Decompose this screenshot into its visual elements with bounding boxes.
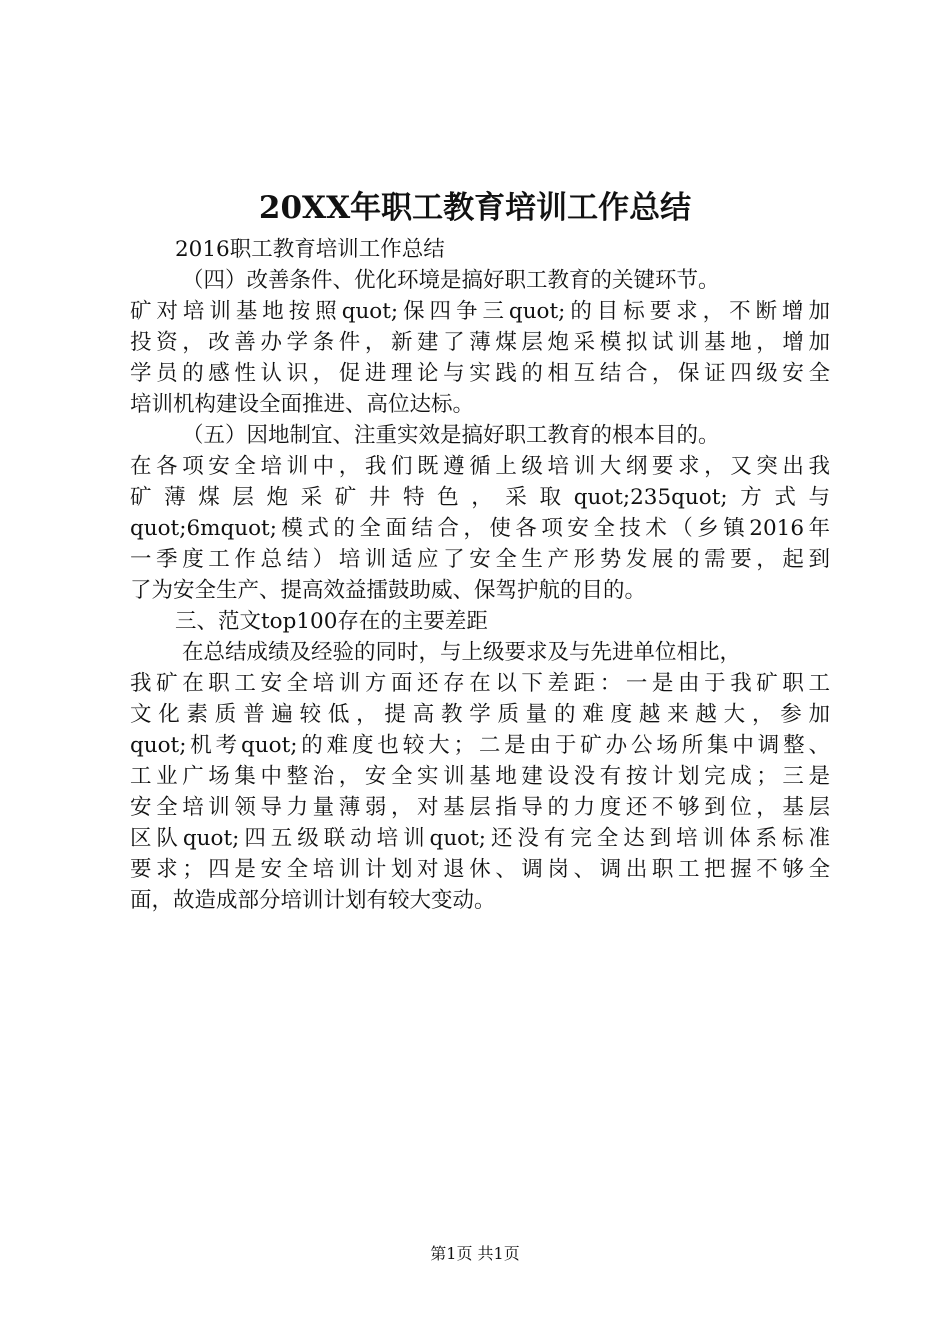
paragraph-line: 投资，改善办学条件，新建了薄煤层炮采模拟试训基地，增加: [130, 330, 830, 355]
paragraph-line: quot;机考quot;的难度也较大；二是由于矿办公场所集中调整、: [130, 733, 830, 758]
paragraph-line: 文化素质普遍较低，提高教学质量的难度越来越大，参加: [130, 702, 830, 727]
paragraph-line: 安全培训领导力量薄弱，对基层指导的力度还不够到位，基层: [130, 795, 830, 820]
paragraph-line: 要求；四是安全培训计划对退休、调岗、调出职工把握不够全: [130, 857, 830, 882]
paragraph-line: 我矿在职工安全培训方面还存在以下差距：一是由于我矿职工: [130, 671, 830, 696]
paragraph-line: （五）因地制宜、注重实效是搞好职工教育的根本目的。: [182, 423, 720, 448]
document-body: [130, 234, 830, 916]
paragraph-line: 在总结成绩及经验的同时，与上级要求及与先进单位相比，: [182, 640, 742, 665]
paragraph-line: 一季度工作总结）培训适应了安全生产形势发展的需要，起到: [130, 547, 830, 572]
paragraph-line: 培训机构建设全面推进、高位达标。: [130, 392, 475, 417]
paragraph-line: 矿薄煤层炮采矿井特色，采取quot;235quot;方式与: [130, 485, 830, 510]
paragraph-line: 在各项安全培训中，我们既遵循上级培训大纲要求，又突出我: [130, 454, 830, 479]
paragraph-line: 矿对培训基地按照quot;保四争三quot;的目标要求，不断增加: [130, 299, 830, 324]
paragraph-line: 学员的感性认识，促进理论与实践的相互结合，保证四级安全: [130, 361, 830, 386]
paragraph-line: 了为安全生产、提高效益擂鼓助威、保驾护航的目的。: [130, 578, 647, 603]
paragraph-line: 三、范文top100存在的主要差距: [175, 609, 488, 634]
paragraph-line: quot;6mquot;模式的全面结合，使各项安全技术（乡镇2016年: [130, 516, 830, 541]
paragraph-line: 2016职工教育培训工作总结: [175, 237, 445, 262]
paragraph-line: 面，故造成部分培训计划有较大变动。: [130, 888, 496, 913]
paragraph-line: 区队quot;四五级联动培训quot;还没有完全达到培训体系标准: [130, 826, 830, 851]
paragraph-line: 工业广场集中整治，安全实训基地建设没有按计划完成；三是: [130, 764, 830, 789]
page-footer: 第1页 共1页: [430, 1244, 520, 1263]
document-title: 20XX年职工教育培训工作总结: [258, 190, 692, 226]
paragraph-line: （四）改善条件、优化环境是搞好职工教育的关键环节。: [182, 268, 720, 293]
